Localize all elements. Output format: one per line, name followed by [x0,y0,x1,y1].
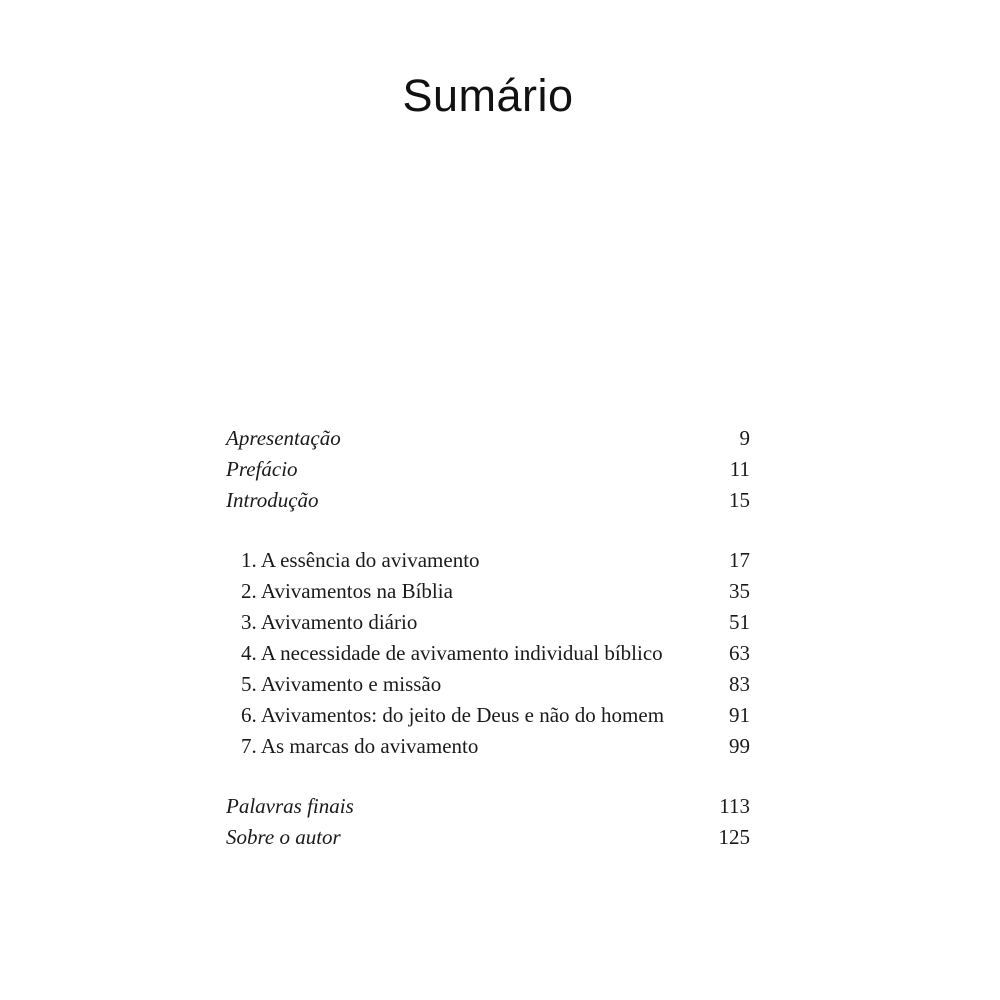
toc-entry-page: 35 [729,579,750,603]
toc-entry-label: Introdução [226,488,319,512]
toc-entry-page: 125 [718,825,750,849]
toc-chapter-entry [226,700,750,731]
toc-chapter-entry [226,731,750,762]
toc-entry-label: 1. A essência do avivamento [241,548,480,572]
toc-entry-page: 99 [729,734,750,758]
toc-entry-page: 11 [729,457,750,481]
toc-entry-label: 3. Avivamento diário [241,610,418,634]
toc-entry-label: Sobre o autor [226,825,341,849]
toc-entry-page: 63 [729,641,750,665]
toc-entry [226,423,750,454]
toc-entry-page: 51 [729,610,750,634]
toc-chapter-entry [226,607,750,638]
toc-chapter-entry [226,576,750,607]
toc-chapters [226,545,750,762]
toc-entry-page: 15 [729,488,750,512]
toc-entry-label: 2. Avivamentos na Bíblia [241,579,453,603]
toc-entry-page: 17 [729,548,750,572]
toc-entry [226,454,750,485]
toc-entry [226,791,750,822]
toc-back-matter [226,791,750,853]
toc-entry-label: 5. Avivamento e missão [241,672,442,696]
toc-chapter-entry [226,638,750,669]
toc-entry [226,485,750,516]
toc-entry-page: 113 [719,794,750,818]
toc-entry-page: 83 [729,672,750,696]
toc-entry [226,822,750,853]
toc-entry-label: 7. As marcas do avivamento [241,734,479,758]
toc-entry-label: 4. A necessidade de avivamento individual bíblico [241,641,663,665]
toc-front-matter [226,423,750,516]
toc-chapter-entry [226,545,750,576]
toc-entry-label: Apresentação [226,426,341,450]
toc-entry-label: Palavras finais [226,794,354,818]
toc-entry-page: 91 [729,703,750,727]
toc-entry-label: 6. Avivamentos: do jeito de Deus e não do homem [241,703,665,727]
page-title: Sumário [402,70,574,121]
toc-entry-label: Prefácio [226,457,298,481]
toc-entry-page: 9 [739,426,750,450]
toc-chapter-entry [226,669,750,700]
